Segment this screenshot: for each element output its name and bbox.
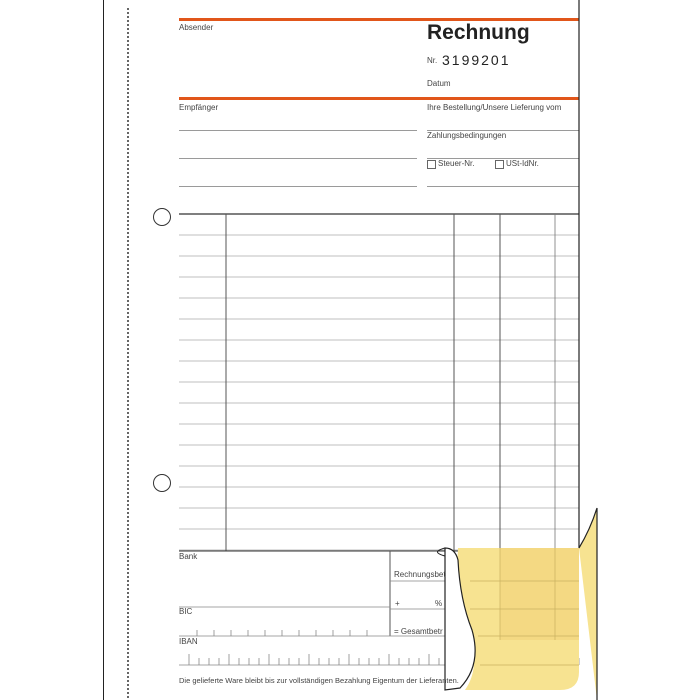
plus-label: + [395,599,400,608]
date-label: Datum [427,79,451,88]
total-amount-label: = Gesamtbetr [394,627,443,636]
invoice-amount-label: Rechnungsbet [394,570,446,579]
tax-no-label: Steuer-Nr. [438,159,475,168]
payment-terms-label: Zahlungsbedingungen [427,131,507,140]
invoice-number: 3199201 [442,52,511,68]
iban-label: IBAN [179,637,198,646]
percent-label: % [435,599,443,608]
recipient-label: Empfänger [179,103,219,112]
order-label: Ihre Bestellung/Unsere Lieferung vom [427,103,562,112]
footer-note: Die gelieferte Ware bleibt bis zur vollständigen Bezahlung Eigentum der Lieferanten. [179,676,459,685]
vat-id-label: USt-IdNr. [506,159,539,168]
number-prefix: Nr. [427,56,438,65]
bic-label: BIC [179,607,193,616]
invoice-title: Rechnung [427,21,530,44]
sender-label: Absender [179,23,214,32]
bank-label: Bank [179,552,198,561]
